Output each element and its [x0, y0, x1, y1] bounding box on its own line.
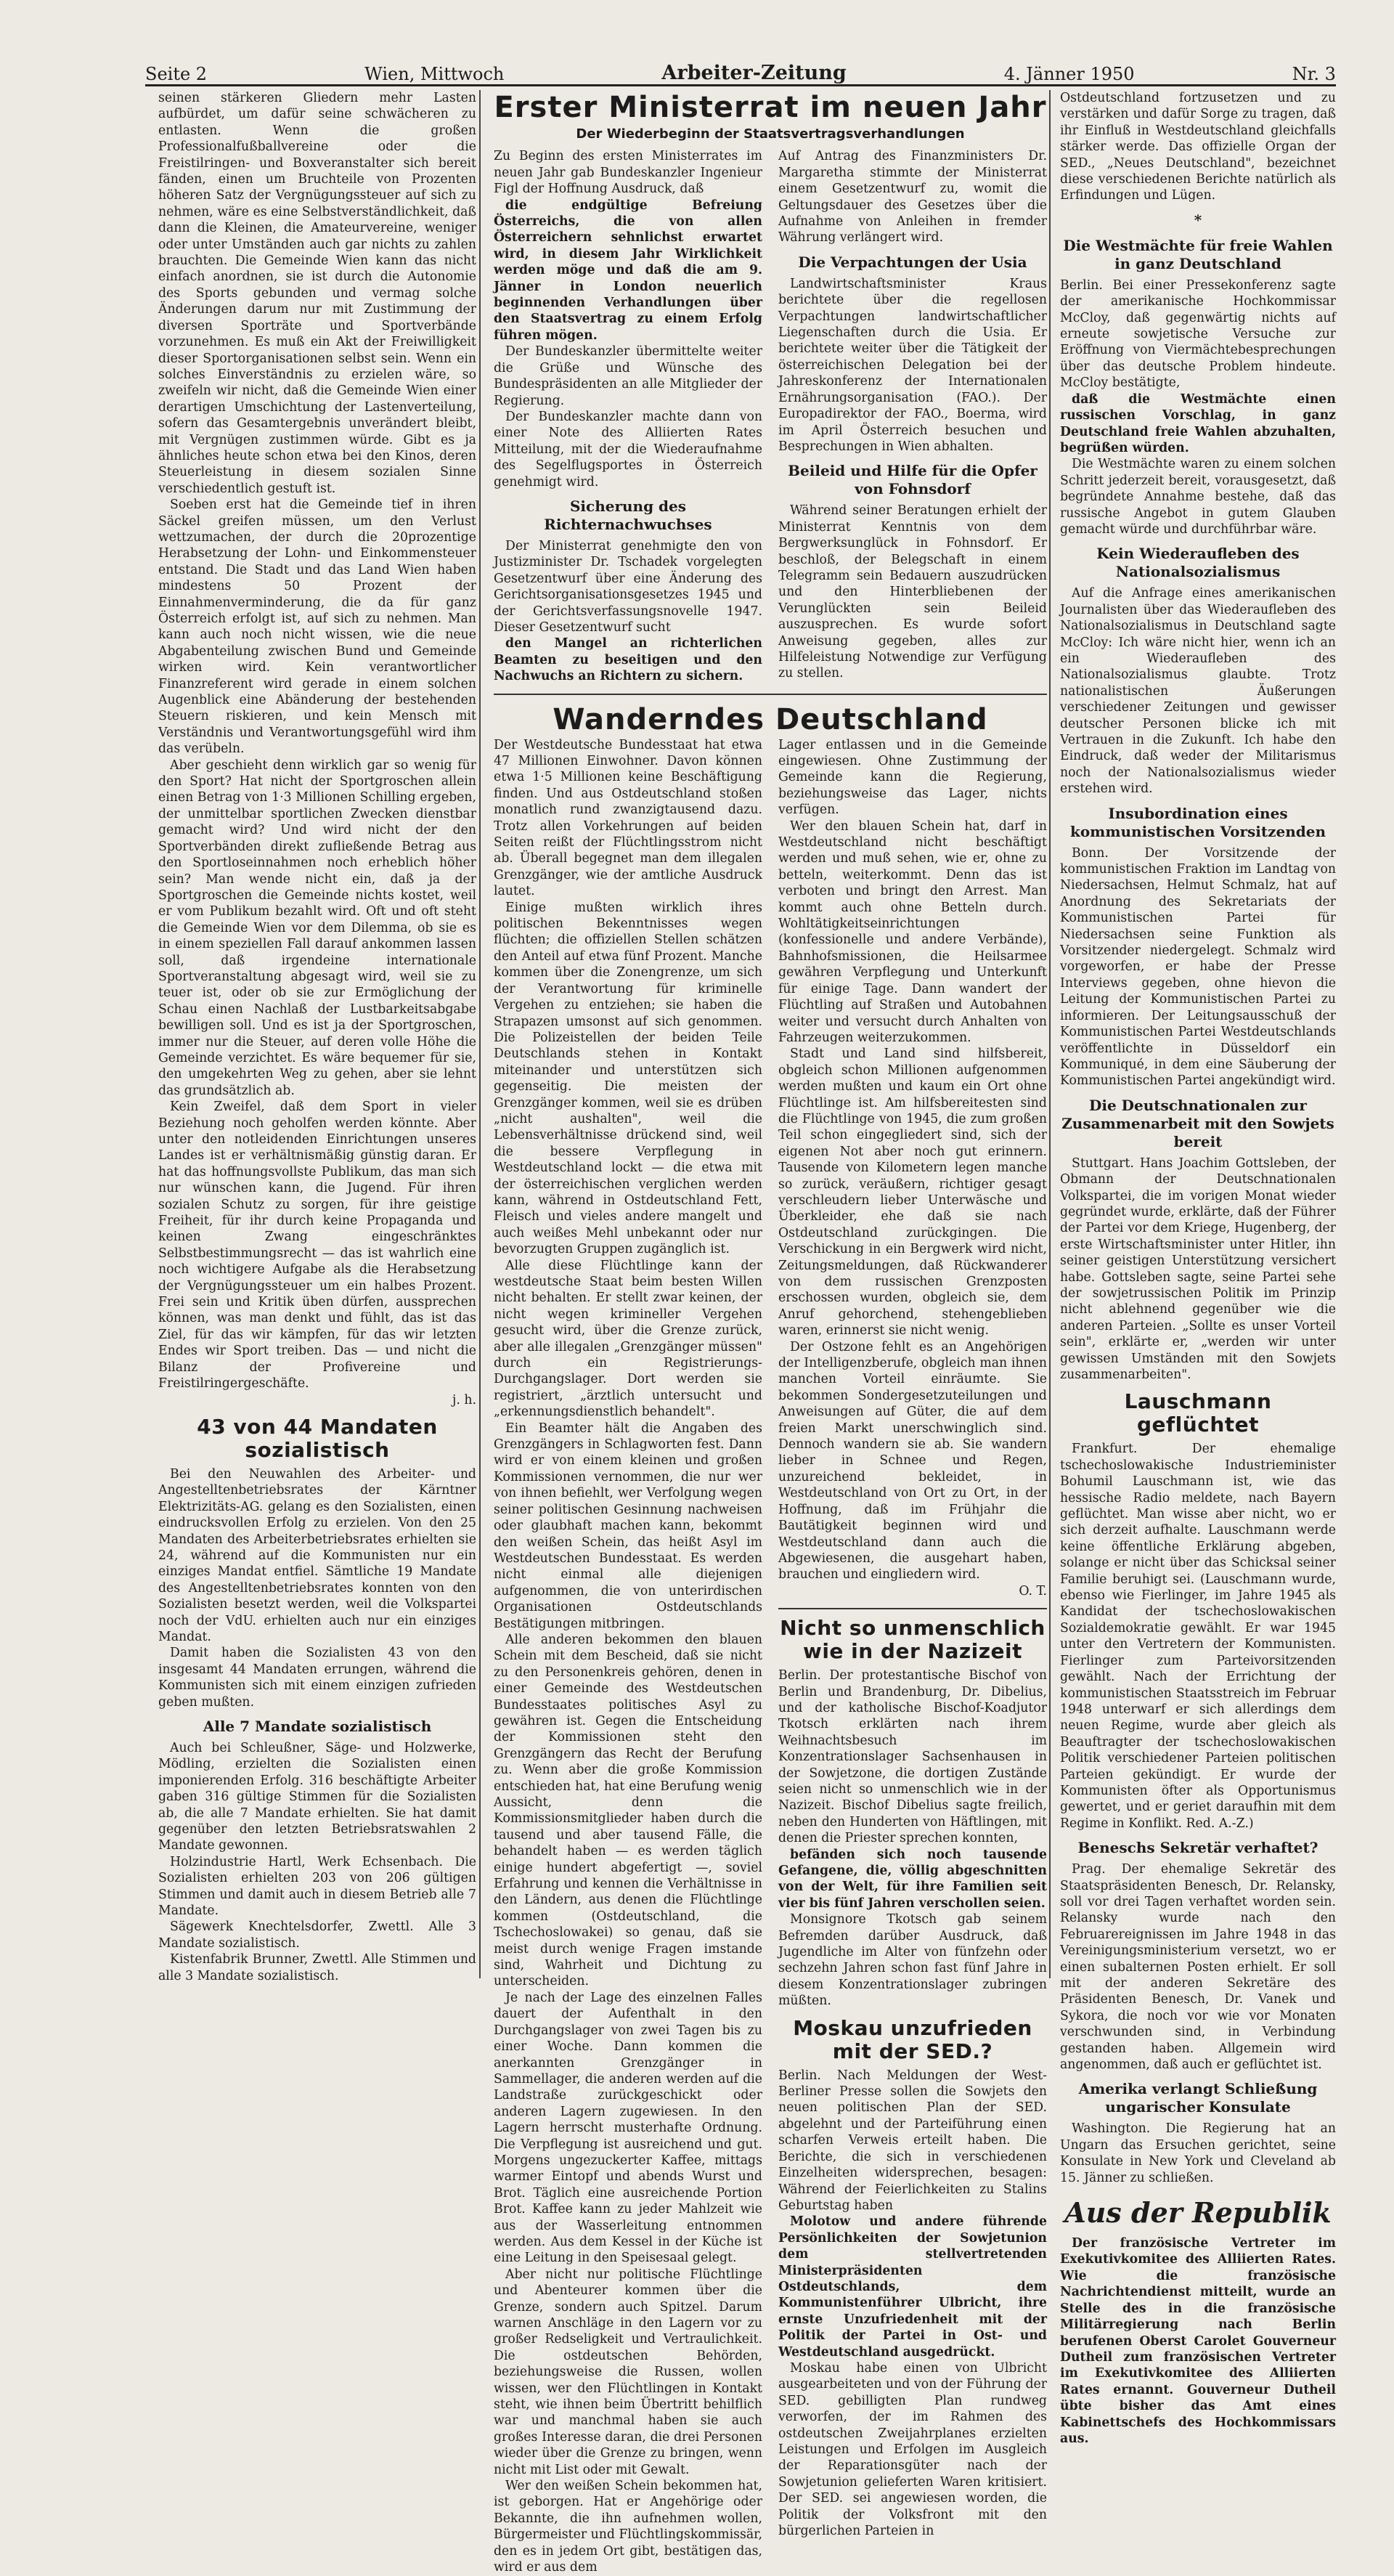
- deck-ministerrat: Der Wiederbeginn der Staatsvertragsverhandlungen: [576, 126, 965, 142]
- issue-number: Nr. 3: [1292, 64, 1336, 84]
- paragraph: Bonn. Der Vorsitzende der kommunistischen Fraktion im Landtag von Niedersachsen, Helmut Schmalz, hat auf Anordnung des Sekretariats der Kommunistischen Partei für Niedersachsen seine Funktion als Vorsitzender niedergelegt. Schmalz wird vorgeworfen, er habe der Presse Interviews gegeben, ohne hievon die Leitung der Kommunistischen Partei zu informieren. Der Leitungsausschuß der Kommunistischen Partei Westdeutschlands veröffentlichte in Düsseldorf ein Kommuniqué, in dem eine Säuberung der Kommunistischen Partei angekündigt wird.: [1060, 845, 1336, 1089]
- subhead-usia: Die Verpachtungen der Usia: [798, 253, 1027, 271]
- paragraph: Der Westdeutsche Bundesstaat hat etwa 47 Millionen Einwohner. Davon können etwa 1·5 Millionen keine Beschäftigung finden. Und aus Ostdeutschland stoßen monatlich rund zwanzigtausend dazu. Trotz allen Vorkehrungen auf beiden Seiten reißt der Flüchtlingsstrom nicht ab. Überall begegnet man dem illegalen Grenzgänger, wie der amtliche Ausdruck lautet.: [494, 737, 762, 899]
- paragraph: Moskau habe einen von Ulbricht ausgearbeiteten und von der Führung der SED. gebilligten Plan rundweg verworfen, der im Rahmen des ostdeutschen Zweijahrplanes erzielten Leistungen und Erfolgen im Ausgleich der Reparationsgüter nach der Sowjetunion gelieferten Waren kritisiert. Der SED. sei angewiesen worden, die Politik der Volksfront mit den bürgerlichen Parteien in: [778, 2360, 1047, 2539]
- wander-article: [494, 737, 1047, 2576]
- subhead-fohnsdorf: Beileid und Hilfe für die Opfer von Fohnsdorf: [788, 462, 1038, 498]
- paragraph: Stuttgart. Hans Joachim Gottsleben, der Obmann der Deutschnationalen Volkspartei, die im vorigen Monat wieder gegründet wurde, erklärte, daß der Führer der Partei vor dem Kriege, Hugenberg, der erste Wirtschaftsminister unter Hitler, ihn seiner geistigen Unterstützung versichert habe. Gottsleben sagte, seine Partei sehe der sowjetrussischen Politik im Prinzip nicht ablehnend gegenüber wie die anderen Parteien. „Sollte es unser Vorteil sein", erklärte er, „werden wir unter gewissen Umständen mit den Sowjets zusammenarbeiten".: [1060, 1155, 1336, 1382]
- paragraph: Ein Beamter hält die Angaben des Grenzgängers in Schlagworten fest. Dann wird er von einem kleinen und großen Kommissionen vernommen, die nur wer von ihnen befiehlt, wer Verfolgung wegen seiner politischen Gesinnung nachweisen oder glaubhaft machen kann, bekommt den weißen Schein, das heißt Asyl im Westdeutschen Bundesstaat. Es werden nicht einmal alle diejenigen aufgenommen, die von unterirdischen Organisationen Ostdeutschlands Bestätigungen mitbringen.: [494, 1421, 762, 1631]
- column-rule: [479, 90, 481, 1978]
- headline-seven-mandates: Alle 7 Mandate sozialistisch: [203, 1718, 432, 1735]
- paragraph: Frankfurt. Der ehemalige tschechoslowakische Industrieminister Bohumil Lauschmann ist, wie das hessische Radio meldete, nach Bayern geflüchtet. Man wisse aber nicht, wo er sich derzeit aufhalte. Lauschmann werde keine öffentliche Erklärung abgeben, solange er nicht über das Schicksal seiner Familie beruhigt sei. (Lauschmann wurde, ebenso wie Fierlinger, im Jahre 1945 als Kandidat der tschechoslowakischen Sozialdemokratie gewählt. Er war 1945 unter den Vertretern der Kommunisten. Fierlinger zum Parteivorsitzenden gewählt. Nach der Errichtung der kommunistischen Staatsstreich im Februar 1948 unterwarf er sich allerdings dem neuen Regime, wurde aber gleich als Beauftragter der tschechoslowakischen Politik verschiedener Parteien politischen Parteien gekündigt. Er wurde der Kommunisten öfter als Opportunismus gewertet, und er geriet daraufhin mit dem Regime in Konflikt. Red. A.-Z.): [1060, 1442, 1336, 1831]
- paragraph: den Mangel an richterlichen Beamten zu beseitigen und den Nachwuchs an Richtern zu sichern.: [494, 636, 762, 684]
- center-columns: [494, 90, 1047, 2575]
- paragraph: Der französische Vertreter im Exekutivkomitee des Alliierten Rates. Wie die französische Nachrichtendienst mitteilt, wurde an Stelle des in die französische Militärregierung nach Berlin berufenen Oberst Carolet Gouverneur Dutheil zum französischen Vertreter im Exekutivkomitee des Alliierten Rates ernannt. Gouverneur Dutheil übte bisher das Amt eines Kabinettschefs des Hochkommissars aus.: [1060, 2236, 1336, 2446]
- paragraph: Auch bei Schleußner, Säge- und Holzwerke, Mödling, erzielten die Sozialisten einen imponierenden Erfolg. 316 beschäftigte Arbeiter gaben 316 gültige Stimmen für die Sozialisten ab, die alle 7 Mandate erhielten. Sie hat damit gegenüber den letzten Betriebsratswahlen 2 Mandate gewonnen.: [158, 1741, 476, 1853]
- paragraph: Zu Beginn des ersten Ministerrates im neuen Jahr gab Bundeskanzler Ingenieur Figl der Hoffnung Ausdruck, daß: [494, 149, 762, 197]
- paragraph: Berlin. Nach Meldungen der West-Berliner Presse sollen die Sowjets den neuen politischen Plan der SED. abgelehnt und der Parteiführung einen scharfen Verweis erteilt haben. Die Berichte, die sich in verschiedenen Einzelheiten widersprechen, besagen: Während der Feierlichkeiten zu Stalins Geburtstag haben: [778, 2068, 1047, 2213]
- place-date: Wien, Mittwoch: [364, 64, 505, 84]
- separator-star: *: [1194, 211, 1202, 229]
- paragraph: Der Ostzone fehlt es an Angehörigen der Intelligenzberufe, obgleich man ihnen manchen Vorteil einräumte. Sie bekommen Sondergesetzuteilungen und Anweisungen auf Güter, die auf dem freien Markt unerschwinglich sind. Dennoch wandern sie ab. Sie wandern lieber in Schnee und Regen, unzureichend bekleidet, in Westdeutschland von Ort zu Ort, in der Hoffnung, daß im Frühjahr die Bautätigkeit beginnen wird und Westdeutschland dann auch die Abgewiesenen, die ausgehart haben, brauchen und eingliedern wird.: [778, 1339, 1047, 1582]
- paragraph: Alle diese Flüchtlinge kann der westdeutsche Staat beim besten Willen nicht behalten. Er stellt zwar keinen, der nicht wegen krimineller Vergehen gesucht wird, über die Grenze zurück, aber alle illegalen „Grenzgänger müssen" durch ein Registrierungs-Durchgangslager. Dort werden sie registriert, „ärztlich untersucht und „erkennungsdienstlich behandelt".: [494, 1258, 762, 1420]
- paragraph: Der Ministerrat genehmigte den von Justizminister Dr. Tschadek vorgelegten Gesetzentwurf über eine Änderung des Gerichtsorganisationsgesetzes 1945 und der Gerichtsverfassungsnovelle 1947. Dieser Gesetzentwurf sucht: [494, 538, 762, 635]
- column-1: [158, 90, 476, 1983]
- paragraph: Damit haben die Sozialisten 43 von den insgesamt 44 Mandaten errungen, während die Kommunisten sich mit einem einzigen zufrieden geben mußten.: [158, 1646, 476, 1710]
- headline-sed: Moskau unzufrieden mit der SED.?: [793, 2015, 1032, 2063]
- subhead-judges: Sicherung des Richternachwuchses: [544, 497, 712, 533]
- headline-insubordination: Insubordination eines kommunistischen Vorsitzenden: [1069, 804, 1326, 840]
- paragraph: Der Bundeskanzler machte dann von einer Note des Alliierten Rates Mitteilung, mit der die Wiederaufnahme des Segelflugsportes in Österreich genehmigt wird.: [494, 409, 762, 489]
- paragraph: Auf Antrag des Finanzministers Dr. Margaretha stimmte der Ministerrat einem Gesetzentwurf zu, womit die Geltungsdauer des Gesetzes über die Aufnahme von Anleihen in fremder Währung verlängert wird.: [778, 149, 1047, 245]
- page-number: Seite 2: [145, 64, 208, 84]
- paragraph: Bei den Neuwahlen des Arbeiter- und Angestelltenbetriebsrates der Kärntner Elektrizitäts-AG. gelang es den Sozialisten, einen eindrucksvollen Erfolg zu erzielen. Von den 25 Mandaten des Arbeiterbetriebsrates erhielten sie 24, während auf die Kommunisten nur ein einziges Mandat entfiel. Sämtliche 19 Mandate des Angestelltenbetriebsrates konnten von den Sozialisten besetzt werden, weil die Volkspartei noch der VdU. erhielten auch nur ein einziges Mandat.: [158, 1466, 476, 1644]
- paragraph: Je nach der Lage des einzelnen Falles dauert der Aufenthalt in den Durchgangslager von zwei Tagen bis zu einer Woche. Dann kommen die anerkannten Grenzgänger in Sammellager, die anderen werden auf die Landstraße zurückgeschickt oder anderen Lagern zugewiesen. In den Lagern herrscht musterhafte Ordnung. Die Verpflegung ist ausreichend und gut. Morgens ungezuckerter Kaffee, mittags warmer Eintopf und abends Wurst und Brot. Täglich eine ausreichende Portion Brot. Kaffee kann zu jeder Mahlzeit wie aus der Wasserleitung entnommen werden. Aus dem Kessel in der Küche ist eine Leitung in den Speisesaal gelegt.: [494, 1990, 762, 2266]
- paragraph: Ostdeutschland fortzusetzen und zu verstärken und dafür Sorge zu tragen, daß ihr Einfluß in Westdeutschland gleichfalls stärker werde. Das offizielle Organ der SED., „Neues Deutschland", bezeichnet diese verschiedenen Berichte natürlich als Erfindungen und Lügen.: [1060, 91, 1336, 203]
- paragraph: Einige mußten wirklich ihres politischen Bekenntnisses wegen flüchten; die offiziellen Stellen schätzen den Anteil auf etwa fünf Prozent. Manche kommen über die Zonengrenze, um sich der Verantwortung für kriminelle Vergehen zu entziehen; sie haben die Strapazen umsonst auf sich genommen. Die Polizeistellen der beiden Teile Deutschlands stehen in Kontakt miteinander und unterstützen sich gegenseitig. Die meisten der Grenzgänger kommen, weil sie es drüben „nicht aushalten", weil die Lebensverhältnisse drückend sind, weil die bessere Verpflegung in Westdeutschland lockt — die etwa mit der österreichischen verglichen werden kann, während in Ostdeutschland Fett, Fleisch und vieles andere mangelt und auch weißes Mehl unbekannt oder nur bevorzugten Gruppen zugänglich ist.: [494, 900, 762, 1257]
- headline-lauschmann: Lauschmann geflüchtet: [1124, 1389, 1272, 1437]
- paragraph: Lager entlassen und in die Gemeinde eingewiesen. Ohne Zustimmung der Gemeinde kann die Regierung, beziehungsweise das Lager, nichts verfügen.: [778, 737, 1047, 818]
- paragraph: Auf die Anfrage eines amerikanischen Journalisten über das Wiederaufleben des Nationalsozialismus in Deutschland sagte McCloy: Ich wäre nicht hier, wenn ich an ein Wiederaufleben des Nationalsozialismus glaubte. Trotz nationalistischen Äußerungen verschiedener Zeitungen und gewisser deutscher Personen blicke ich mit Vertrauen in die Zukunft. Ich habe den Eindruck, daß weder der Militarismus noch der Nationalsozialismus wieder erstehen wird.: [1060, 586, 1336, 797]
- column-rule: [1049, 90, 1051, 1978]
- author-signature: O. T.: [1019, 1583, 1047, 1598]
- paragraph: Molotow und andere führende Persönlichkeiten der Sowjetunion dem stellvertretenden Ministerpräsidenten Ostdeutschlands, dem Kommunistenführer Ulbricht, ihre ernste Unzufriedenheit mit der Politik der Partei in Ost- und Westdeutschland ausgedrückt.: [778, 2214, 1047, 2360]
- headline-benesch: Beneschs Sekretär verhaftet?: [1077, 1839, 1318, 1857]
- paragraph: Sägewerk Knechtelsdorfer, Zwettl. Alle 3 Mandate sozialistisch.: [158, 1919, 476, 1951]
- paragraph: die endgültige Befreiung Österreichs, die von allen Österreichern sehnlichst erwartet wird, in diesem Jahr Wirklichkeit werden möge und daß die am 9. Jänner in London neuerlich beginnenden Verhandlungen über den Staatsvertrag zu einem Erfolg führen mögen.: [494, 198, 762, 343]
- headline-wahlen: Die Westmächte für freie Wahlen in ganz Deutschland: [1063, 236, 1333, 272]
- divider: [494, 694, 1047, 695]
- paragraph: Wer den blauen Schein hat, darf in Westdeutschland nicht beschäftigt werden und muß sehen, wie er, ohne zu betteln, weiterkommt. Denn das ist verboten und bringt den Arrest. Man kommt auch ohne Betteln durch. Wohltätigkeitseinrichtungen (konfessionelle und andere Verbände), Bahnhofsmissionen, die Heilsarmee gewähren Verpflegung und Unterkunft für einige Tage. Dann wandert der Flüchtling auf Straßen und Autobahnen weiter und versucht durch Anhalten von Fahrzeugen weiterzukommen.: [778, 818, 1047, 1045]
- headline-ministerrat: Erster Ministerrat im neuen Jahr: [494, 91, 1047, 124]
- headline-nationalsozialismus: Kein Wiederaufleben des Nationalsozialismus: [1096, 545, 1300, 581]
- issue-date: 4. Jänner 1950: [1003, 64, 1135, 84]
- paragraph: Wer den weißen Schein bekommen hat, ist geborgen. Hat er Angehörige oder Bekannte, die ihn aufnehmen wollen, Bürgermeister und Flüchtlingskommissär, den es in jedem Ort gibt, bestätigen das, wird er aus dem: [494, 2479, 762, 2575]
- paragraph: befänden sich noch tausende Gefangene, die, völlig abgeschnitten von der Welt, für ihre Familien seit vier bis fünf Jahren verschollen seien.: [778, 1847, 1047, 1911]
- paragraph: Landwirtschaftsminister Kraus berichtete über die regellosen Verpachtungen landwirtschaftlicher Liegenschaften durch die Usia. Er berichtete weiter über die Tätigkeit der österreichischen Delegation bei der Jahreskonferenz der Internationalen Ernährungsorganisation (FAO.). Der Europadirektor der FAO., Boerma, wird im April Österreich besuchen und Besprechungen in Wien abhalten.: [778, 276, 1047, 454]
- paragraph: seinen stärkeren Gliedern mehr Lasten aufbürdet, um dafür seine schwächeren zu entlasten. Wenn die großen Professionalfußballvereine oder die Freistilringen- und Boxveranstalter sich bereit fänden, einen um Bruchteile von Prozenten höheren Satz der Vergnügungssteuer auf sich zu nehmen, wäre es eine Selbstverständlichkeit, daß dann die Kleinen, die Amateurvereine, weniger oder unter Umständen auch gar nichts zu zahlen brauchten. Die Gemeinde Wien kann das nicht einfach anordnen, sie ist durch die Autonomie des Sports gebunden und vermag solche Änderungen darum nur mit Zustimmung der diversen Sporträte und Sportverbände vorzunehmen. Es muß ein Akt der Freiwilligkeit dieser Sportorganisationen selbst sein. Wenn ein solches Einverständnis zu erzielen wäre, so zweifeln wir nicht, daß die Gemeinde Wien einer derartigen Umschichtung der Lastenverteilung, sofern das Gesamtergebnis unverändert bleibt, mit Vergnügen zustimmen würde. Gibt es ja ähnliches heute schon etwa bei den Kinos, deren Steuerleistung in diesem sozialen Sinne verschiedentlich gestuft ist.: [158, 91, 476, 496]
- paragraph: Berlin. Bei einer Pressekonferenz sagte der amerikanische Hochkommissar McCloy, daß gegenwärtig nichts auf erneute sowjetische Versuche zur Eröffnung von Viermächtebesprechungen über das deutsche Problem hindeute. McCloy bestätigte,: [1060, 277, 1336, 391]
- masthead: [145, 52, 1336, 86]
- paragraph: Kein Zweifel, daß dem Sport in vieler Beziehung noch geholfen werden könnte. Aber unter den notleidenden Einrichtungen unseres Landes ist er verhältnismäßig günstig daran. Er hat das hoffnungsvollste Publikum, das man sich nur wünschen kann, die Jugend. Für ihren sozialen Schutz zu sorgen, für ihre geistige Freiheit, für ihr durch keine Propaganda und keinen Zwang eingeschränktes Selbstbestimmungsrecht — das ist wahrlich eine noch wichtigere Aufgabe als die Herabsetzung der Vergnügungssteuer um ein halbes Prozent. Frei sein und Kritik üben dürfen, aussprechen können, was man denkt und fühlt, das ist das Ziel, für das wir kämpfen, für das wir letzten Endes wir Sport treiben. Das — und nicht die Bilanz der Profivereine und Freistilringergeschäfte.: [158, 1100, 476, 1391]
- rubric-aus-der-republik: Aus der Republik: [1064, 2196, 1332, 2230]
- headline-wanderndes-deutschland: Wanderndes Deutschland: [553, 702, 988, 736]
- paragraph: Alle anderen bekommen den blauen Schein mit dem Bescheid, daß sie nicht zu den Personenkreis gehören, denen in einer Gemeinde des Westdeutschen Bundesstaates politisches Asyl zu gewähren ist. Gegen die Entscheidung der Kommissionen steht den Grenzgängern das Recht der Berufung zu. Wenn aber die große Kommission entschieden hat, hat eine Berufung wenig Aussicht, denn die Kommissionsmitglieder haben durch die tausend und aber tausend Fälle, die behandelt haben — es werden täglich einige hundert abgefertigt —, soviel Erfahrung und kennen die Verhältnisse in den Ländern, aus denen die Flüchtlinge kommen (Ostdeutschland, die Tschechoslowakei) so genau, daß sie meist durch wenige Fragen imstande sind, Wahrheit und Dichtung zu unterscheiden.: [494, 1632, 762, 1989]
- headline-mandates: 43 von 44 Mandaten sozialistisch: [197, 1414, 438, 1462]
- paragraph: Prag. Der ehemalige Sekretär des Staatspräsidenten Benesch, Dr. Relansky, soll vor drei Tagen verhaftet worden sein. Relansky wurde nach den Februarereignissen im Jahre 1948 in das Vereinigungsministerium versetzt, wo er einen subalternen Posten erhielt. Er soll mit der anderen Sekretäre des Präsidenten Benesch, Dr. Vanek und Sykora, die noch vor wie vor Monaten verschwunden sind, in Verbindung gestanden haben. Allgemein wird angenommen, daß auch er geflüchtet ist.: [1060, 1862, 1336, 2073]
- ministerrat-article: [494, 148, 1047, 684]
- paragraph: Washington. Die Regierung hat an Ungarn das Ersuchen gerichtet, seine Konsulate in New York und Cleveland ab 15. Jänner zu schließen.: [1060, 2121, 1336, 2185]
- paragraph: Monsignore Tkotsch gab seinem Befremden darüber Ausdruck, daß Jugendliche im Alter von fünfzehn oder sechzehn Jahren schon fast fünf Jahre in diesem Konzentrationslager zubringen müßten.: [778, 1912, 1047, 2009]
- headline-ungarn: Amerika verlangt Schließung ungarischer Konsulate: [1078, 2080, 1318, 2116]
- author-signature: j. h.: [452, 1392, 476, 1407]
- paragraph: Stadt und Land sind hilfsbereit, obgleich schon Millionen aufgenommen werden mußten und kaum ein Ort ohne Flüchtlinge ist. Am hilfsbereitesten sind die Flüchtlinge von 1945, die zum großen Teil schon eingegliedert sind, sich der eigenen Not aber noch gut erinnern. Tausende von Kilometern legen manche so zurück, veräußern, richtiger gesagt verschleudern lieber Unterwäsche und Überkleider, ehe daß sie nach Ostdeutschland zurückgingen. Die Verschickung in ein Bergwerk wird nicht, Zeitungsmeldungen, daß Rückwanderer von dem russischen Grenzposten erschossen wurden, obgleich sie, dem Anruf gehorchend, stehengeblieben waren, erinnerst sie nicht wenig.: [778, 1047, 1047, 1338]
- paragraph: Während seiner Beratungen erhielt der Ministerrat Kenntnis von dem Bergwerksunglück in Fohnsdorf. Er beschloß, der Belegschaft in einem Telegramm sein Bedauern auszudrücken und den Hinterbliebenen der Verunglückten sein Beileid auszusprechen. Es wurde sofort Anweisung gegeben, alles zur Hilfeleistung Notwendige zur Verfügung zu stellen.: [778, 503, 1047, 681]
- headline-deutschnationale: Die Deutschnationalen zur Zusammenarbeit mit den Sowjets bereit: [1061, 1096, 1334, 1150]
- headline-nazizeit: Nicht so unmenschlich wie in der Nazizeit: [780, 1616, 1046, 1664]
- paragraph: Holzindustrie Hartl, Werk Echsenbach. Die Sozialisten erhielten 203 von 206 gültigen Stimmen und damit auch in diesem Betrieb alle 7 Mandate.: [158, 1854, 476, 1919]
- paragraph: Die Westmächte waren zu einem solchen Schritt jederzeit bereit, vorausgesetzt, daß begründete Annahme bestehe, daß das russische Angebot in gutem Glauben gemacht würde und durchführbar wäre.: [1060, 457, 1336, 537]
- paragraph: Aber geschieht denn wirklich gar so wenig für den Sport? Hat nicht der Sportgroschen allein einen Betrag von 1·3 Millionen Schilling ergeben, der unmittelbar sportlichen Zwecken dienstbar gemacht wird? Und wird nicht der den Sportverbänden direkt zufließende Betrag aus den Sportloseinnahmen noch erheblich höher sein? Man wende nicht ein, daß ja der Sportgroschen die Gemeinde nichts kostet, weil er vom Publikum bezahlt wird. Oft und oft steht die Gemeinde Wien vor dem Dilemma, ob sie es in einem speziellen Fall darauf ankommen lassen soll, daß irgendeine internationale Sportveranstaltung abgesagt wird, weil sie zu teuer ist, oder ob sie zur Ermöglichung der Schau einen Nachlaß der Lustbarkeitsabgabe bewilligen soll. Und es ist ja der Sportgroschen, immer nur die Steuer, auf deren volle Höhe die Gemeinde verzichtet. Es wäre bequemer für sie, den umgekehrten Weg zu gehen, aber sie lehnt das grundsätzlich ab.: [158, 757, 476, 1098]
- paragraph: Aber nicht nur politische Flüchtlinge und Abenteurer kommen über die Grenze, sondern auch Spitzel. Darum warnen Anschläge in den Lagern vor zu großer Redseligkeit und Vertraulichkeit. Die ostdeutschen Behörden, beziehungsweise die Russen, wollen wissen, wer den Flüchtlingen in Kontakt steht, wie ihnen beim Übertritt behilflich war und manchmal haben sie auch großes Interesse daran, die drei Personen wieder über die Grenze zu bringen, wenn nicht mit List oder mit Gewalt.: [494, 2267, 762, 2477]
- paragraph: daß die Westmächte einen russischen Vorschlag, in ganz Deutschland freie Wahlen abzuhalten, begrüßen würden.: [1060, 391, 1336, 455]
- paragraph: Der Bundeskanzler übermittelte weiter die Grüße und Wünsche des Bundespräsidenten an alle Mitglieder der Regierung.: [494, 344, 762, 408]
- column-4: [1060, 90, 1336, 2446]
- sport-tax-article: [158, 90, 476, 1408]
- paragraph: Berlin. Der protestantische Bischof von Berlin und Brandenburg, Dr. Dibelius, und der katholische Bischof-Koadjutor Tkotsch erklärten nach ihrem Weihnachtsbesuch im Konzentrationslager Sachsenhausen in der Sowjetzone, die dortigen Zustände seien nicht so unmenschlich wie in der Nazizeit. Bischof Dibelius sagte freilich, neben den Hunderten von Häftlingen, mit denen die Priester sprechen konnten,: [778, 1668, 1047, 1846]
- divider: [778, 1608, 1047, 1609]
- paragraph: Soeben erst hat die Gemeinde tief in ihren Säckel greifen müssen, um den Verlust wettzumachen, der durch die 20prozentige Herabsetzung der Lohn- und Einkommensteuer entstand. Die Stadt und das Land Wien haben mindestens 50 Prozent der Einnahmenverminderung, die da für ganz Österreich erfolgt ist, auf sich zu nehmen. Man kann auch noch nicht wissen, wie die neue Abgabenteilung zwischen Bund und Gemeinde wirken wird. Kein verantwortlicher Finanzreferent wird gerade in einem solchen Augenblick eine Abänderung der bestehenden Steuern riskieren, und kein Mensch mit Verständnis und Verantwortungsgefühl wird ihm das verübeln.: [158, 497, 476, 757]
- paper-name: Arbeiter-Zeitung: [661, 62, 847, 84]
- paragraph: Kistenfabrik Brunner, Zwettl. Alle Stimmen und alle 3 Mandate sozialistisch.: [158, 1952, 476, 1983]
